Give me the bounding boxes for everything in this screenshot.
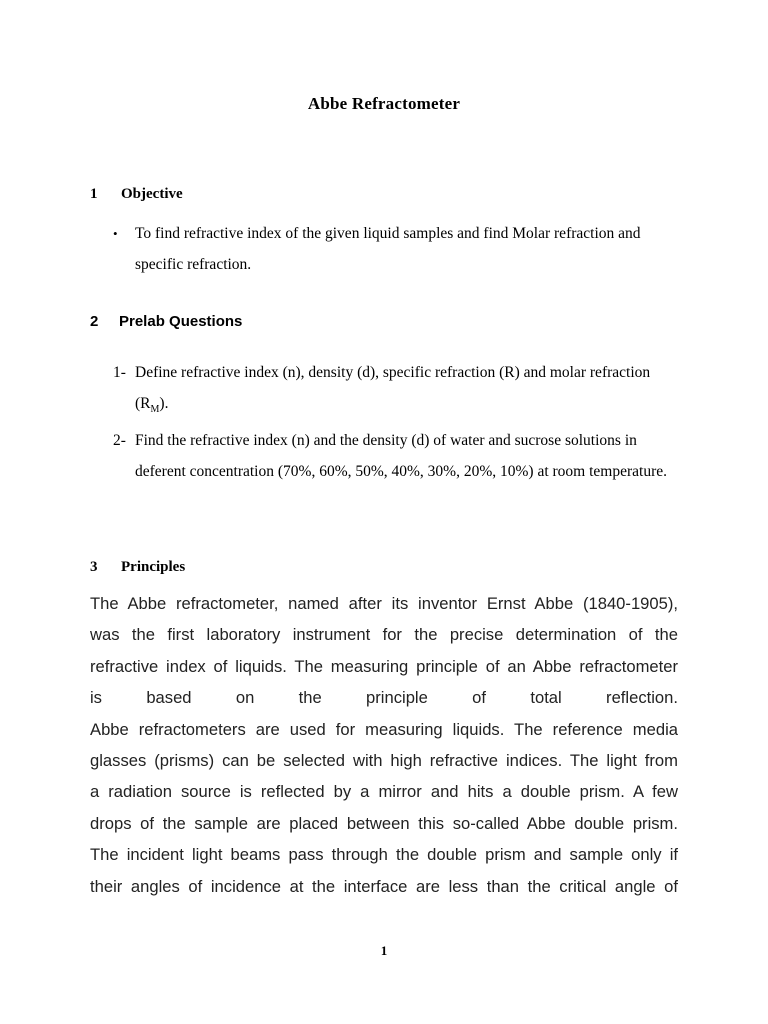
list-item-marker: 1- — [113, 364, 126, 381]
objective-bullet-list — [113, 218, 653, 280]
section-title: Principles — [121, 559, 186, 575]
paragraph-line: glasses (prisms) can be selected with high refractive indices. The light from — [90, 751, 678, 771]
paragraph-line: The incident light beams pass through the double prism and sample only if — [90, 845, 678, 865]
document-title: Abbe Refractometer — [307, 94, 461, 113]
section-title: Prelab Questions — [119, 313, 243, 330]
paragraph-line: is based on the principle of total reflection. — [90, 688, 678, 708]
list-item — [113, 357, 673, 425]
paragraph-line: drops of the sample are placed between this so-called Abbe double prism. — [90, 813, 678, 833]
section-number: 3 — [90, 559, 98, 575]
question-text: Define refractive index (n), density (d), specific refraction (R) and molar refraction (R — [135, 364, 651, 412]
objective-bullet-text: To find refractive index of the given liquid samples and find Molar refraction and specific refraction. — [135, 225, 641, 273]
list-item-marker: 2- — [113, 432, 126, 450]
page-number: 1 — [380, 943, 388, 958]
section-heading-objective — [90, 186, 183, 203]
question-text-end: ). — [159, 395, 169, 412]
question-subscript: M — [150, 404, 160, 416]
bullet-icon: • — [113, 226, 118, 241]
section-heading-prelab — [90, 313, 242, 330]
prelab-question-list — [113, 357, 673, 487]
list-item — [113, 425, 673, 487]
paragraph-line: their angles of incidence at the interface are less than the critical angle of — [90, 876, 678, 896]
paragraph-line: a radiation source is reflected by a mirror and hits a double prism. A few — [90, 782, 678, 802]
question-text: Find the refractive index (n) and the density (d) of water and sucrose solutions in deferent concentration (70%, 60%, 50%, 40%, 30%, 20%, 10%) at room temperature. — [135, 432, 667, 481]
principles-paragraph — [90, 588, 678, 902]
paragraph-line: refractive index of liquids. The measuring principle of an Abbe refractometer — [90, 656, 678, 676]
paragraph-line: The Abbe refractometer, named after its inventor Ernst Abbe (1840-1905), — [90, 594, 678, 613]
section-title: Objective — [121, 186, 183, 202]
section-number: 1 — [90, 186, 98, 202]
section-number: 2 — [90, 313, 99, 330]
paragraph-line: Abbe refractometers are used for measuring liquids. The reference media — [90, 719, 678, 739]
paragraph-line: was the first laboratory instrument for the precise determination of the — [90, 625, 678, 645]
section-heading-principles — [90, 559, 185, 576]
